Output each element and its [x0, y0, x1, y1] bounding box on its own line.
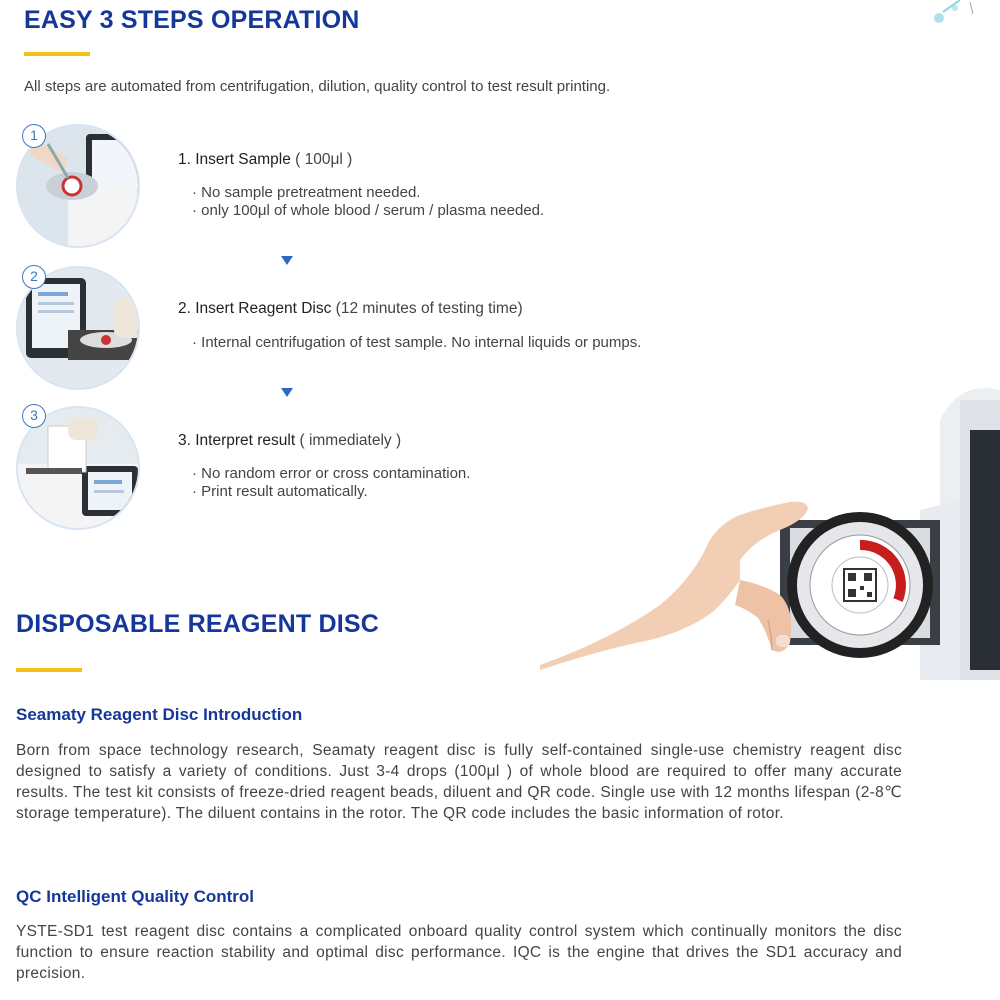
down-arrow-icon	[281, 256, 293, 265]
step-1-title: 1. Insert Sample ( 100μl )	[178, 151, 353, 168]
section-title-disposable-disc: DISPOSABLE REAGENT DISC	[16, 610, 379, 638]
reagent-disc-device-image	[540, 380, 1000, 680]
down-arrow-icon	[281, 388, 293, 397]
step-3-title: 3. Interpret result ( immediately )	[178, 432, 402, 449]
step-2-number: 2	[22, 265, 46, 289]
step-3-bullet-2: · Print result automatically.	[192, 483, 368, 500]
qc-heading: QC Intelligent Quality Control	[16, 887, 254, 906]
qc-text: YSTE-SD1 test reagent disc contains a complicated onboard quality control system which continually monitors the disc function to ensure reaction stability and optimal disc performance. IQC is the engine that drives the SD1 accuracy and precision.	[16, 923, 902, 982]
reagent-disc-intro-heading: Seamaty Reagent Disc Introduction	[16, 705, 303, 724]
decorative-sparkle-icon	[915, 0, 1000, 30]
step-1-bullet-1: · No sample pretreatment needed.	[192, 184, 421, 201]
section-intro: All steps are automated from centrifugation, dilution, quality control to test result printing.	[24, 78, 611, 95]
step-2-title: 2. Insert Reagent Disc (12 minutes of testing time)	[178, 300, 523, 317]
step-2-bullet-1: · Internal centrifugation of test sample. No internal liquids or pumps.	[192, 334, 642, 351]
title-underline	[24, 52, 90, 56]
reagent-disc-intro-text: Born from space technology research, Seamaty reagent disc is fully self-contained single-use chemistry reagent disc designed to satisfy a variety of conditions. Just 3-4 drops (100μl ) of whole blood are required to offer many accurate results. The test kit consists of freeze-dried reagent beads, diluent and QR code. Single use with 12 months lifespan (2-8℃ storage temperature). The diluent contains in the rotor. The QR code includes the basic information of rotor.	[16, 742, 902, 822]
step-3-number: 3	[22, 404, 46, 428]
title-underline	[16, 668, 82, 672]
step-3-bullet-1: · No random error or cross contamination.	[192, 465, 471, 482]
step-1-bullet-2: · only 100μl of whole blood / serum / plasma needed.	[192, 202, 545, 219]
section-title-easy-steps: EASY 3 STEPS OPERATION	[24, 6, 360, 34]
step-1-number: 1	[22, 124, 46, 148]
